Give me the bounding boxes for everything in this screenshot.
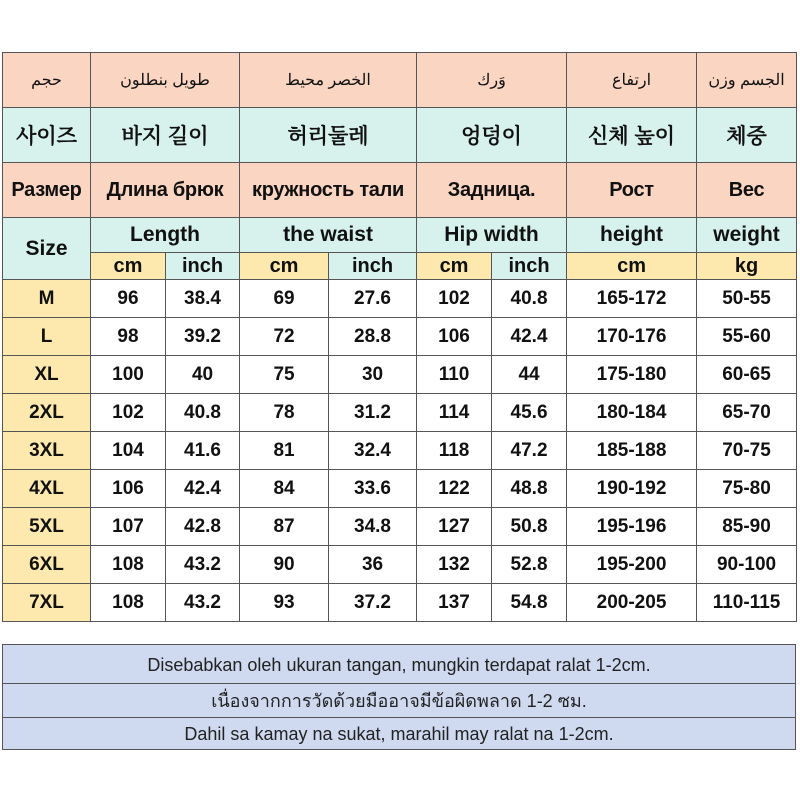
hip-cm-cell: 118 [417, 432, 492, 470]
weight-cell: 110-115 [697, 584, 797, 622]
waist-inch-cell: 34.8 [329, 508, 417, 546]
height-cell: 185-188 [567, 432, 697, 470]
height-cell: 200-205 [567, 584, 697, 622]
weight-cell: 55-60 [697, 318, 797, 356]
hip-cm-cell: 122 [417, 470, 492, 508]
header-size-ru: Размер [3, 163, 91, 218]
length-cm-cell: 100 [91, 356, 166, 394]
size-cell: 3XL [3, 432, 91, 470]
length-inch-cell: 40 [166, 356, 240, 394]
waist-inch-cell: 27.6 [329, 280, 417, 318]
size-cell: 7XL [3, 584, 91, 622]
height-cell: 190-192 [567, 470, 697, 508]
weight-cell: 90-100 [697, 546, 797, 584]
size-chart-table [2, 52, 797, 622]
header-length-ru: Длина брюк [91, 163, 240, 218]
header-hip-en: Hip width [417, 218, 567, 253]
length-cm-cell: 106 [91, 470, 166, 508]
hip-inch-cell: 48.8 [492, 470, 567, 508]
waist-inch-cell: 32.4 [329, 432, 417, 470]
header-waist-ko: 허리둘레 [240, 108, 417, 163]
header-row-korean [3, 108, 797, 163]
header-waist-ru: кружность тали [240, 163, 417, 218]
header-weight-ar: الجسم وزن [697, 53, 797, 108]
unit-height-cm: cm [567, 253, 697, 280]
length-inch-cell: 42.8 [166, 508, 240, 546]
unit-waist-cm: cm [240, 253, 329, 280]
length-inch-cell: 40.8 [166, 394, 240, 432]
table-row [3, 394, 797, 432]
waist-cm-cell: 87 [240, 508, 329, 546]
header-hip-ar: وَرك [417, 53, 567, 108]
weight-cell: 65-70 [697, 394, 797, 432]
hip-inch-cell: 44 [492, 356, 567, 394]
waist-cm-cell: 78 [240, 394, 329, 432]
hip-inch-cell: 40.8 [492, 280, 567, 318]
unit-hip-cm: cm [417, 253, 492, 280]
header-length-en: Length [91, 218, 240, 253]
note-thai: เนื่องจากการวัดด้วยมืออาจมีข้อผิดพลาด 1-2 ซม. [2, 684, 796, 718]
note-filipino: Dahil sa kamay na sukat, marahil may ralat na 1-2cm. [2, 718, 796, 750]
waist-inch-cell: 31.2 [329, 394, 417, 432]
header-row-arabic [3, 53, 797, 108]
header-weight-en: weight [697, 218, 797, 253]
hip-inch-cell: 50.8 [492, 508, 567, 546]
length-inch-cell: 38.4 [166, 280, 240, 318]
length-cm-cell: 104 [91, 432, 166, 470]
waist-cm-cell: 90 [240, 546, 329, 584]
header-waist-ar: الخصر محيط [240, 53, 417, 108]
weight-cell: 50-55 [697, 280, 797, 318]
height-cell: 170-176 [567, 318, 697, 356]
unit-length-inch: inch [166, 253, 240, 280]
height-cell: 165-172 [567, 280, 697, 318]
hip-cm-cell: 132 [417, 546, 492, 584]
size-cell: 5XL [3, 508, 91, 546]
length-cm-cell: 98 [91, 318, 166, 356]
size-cell: M [3, 280, 91, 318]
length-inch-cell: 41.6 [166, 432, 240, 470]
height-cell: 195-196 [567, 508, 697, 546]
header-size-ar: حجم [3, 53, 91, 108]
unit-length-cm: cm [91, 253, 166, 280]
waist-cm-cell: 69 [240, 280, 329, 318]
size-cell: 6XL [3, 546, 91, 584]
weight-cell: 75-80 [697, 470, 797, 508]
header-waist-en: the waist [240, 218, 417, 253]
hip-cm-cell: 127 [417, 508, 492, 546]
table-row [3, 584, 797, 622]
header-height-en: height [567, 218, 697, 253]
hip-cm-cell: 114 [417, 394, 492, 432]
note-indonesian: Disebabkan oleh ukuran tangan, mungkin terdapat ralat 1-2cm. [2, 644, 796, 684]
waist-cm-cell: 72 [240, 318, 329, 356]
waist-cm-cell: 81 [240, 432, 329, 470]
header-height-ru: Рост [567, 163, 697, 218]
waist-inch-cell: 33.6 [329, 470, 417, 508]
unit-weight-kg: kg [697, 253, 797, 280]
length-cm-cell: 96 [91, 280, 166, 318]
hip-inch-cell: 42.4 [492, 318, 567, 356]
header-length-ko: 바지 길이 [91, 108, 240, 163]
table-row [3, 470, 797, 508]
length-cm-cell: 108 [91, 546, 166, 584]
header-hip-ru: Задница. [417, 163, 567, 218]
header-weight-ko: 체중 [697, 108, 797, 163]
waist-cm-cell: 84 [240, 470, 329, 508]
table-row [3, 356, 797, 394]
waist-cm-cell: 93 [240, 584, 329, 622]
weight-cell: 85-90 [697, 508, 797, 546]
header-size-ko: 사이즈 [3, 108, 91, 163]
header-weight-ru: Вес [697, 163, 797, 218]
hip-inch-cell: 54.8 [492, 584, 567, 622]
length-cm-cell: 108 [91, 584, 166, 622]
header-height-ar: ارتفاع [567, 53, 697, 108]
size-cell: 4XL [3, 470, 91, 508]
table-row [3, 508, 797, 546]
header-row-english [3, 218, 797, 253]
table-row [3, 432, 797, 470]
hip-cm-cell: 102 [417, 280, 492, 318]
table-row [3, 546, 797, 584]
header-row-russian [3, 163, 797, 218]
weight-cell: 70-75 [697, 432, 797, 470]
size-chart [2, 52, 796, 622]
length-cm-cell: 102 [91, 394, 166, 432]
hip-inch-cell: 52.8 [492, 546, 567, 584]
size-cell: L [3, 318, 91, 356]
header-row-units [3, 253, 797, 280]
length-inch-cell: 42.4 [166, 470, 240, 508]
size-cell: 2XL [3, 394, 91, 432]
hip-cm-cell: 106 [417, 318, 492, 356]
hip-inch-cell: 47.2 [492, 432, 567, 470]
table-row [3, 280, 797, 318]
height-cell: 195-200 [567, 546, 697, 584]
unit-hip-inch: inch [492, 253, 567, 280]
header-hip-ko: 엉덩이 [417, 108, 567, 163]
length-inch-cell: 43.2 [166, 546, 240, 584]
weight-cell: 60-65 [697, 356, 797, 394]
waist-inch-cell: 30 [329, 356, 417, 394]
size-cell: XL [3, 356, 91, 394]
hip-inch-cell: 45.6 [492, 394, 567, 432]
header-length-ar: طويل بنطلون [91, 53, 240, 108]
waist-cm-cell: 75 [240, 356, 329, 394]
waist-inch-cell: 28.8 [329, 318, 417, 356]
length-cm-cell: 107 [91, 508, 166, 546]
table-row [3, 318, 797, 356]
unit-waist-inch: inch [329, 253, 417, 280]
height-cell: 180-184 [567, 394, 697, 432]
length-inch-cell: 43.2 [166, 584, 240, 622]
header-height-ko: 신체 높이 [567, 108, 697, 163]
hip-cm-cell: 110 [417, 356, 492, 394]
waist-inch-cell: 36 [329, 546, 417, 584]
header-size-en: Size [3, 218, 91, 280]
height-cell: 175-180 [567, 356, 697, 394]
measurement-notes [2, 644, 796, 750]
length-inch-cell: 39.2 [166, 318, 240, 356]
hip-cm-cell: 137 [417, 584, 492, 622]
waist-inch-cell: 37.2 [329, 584, 417, 622]
